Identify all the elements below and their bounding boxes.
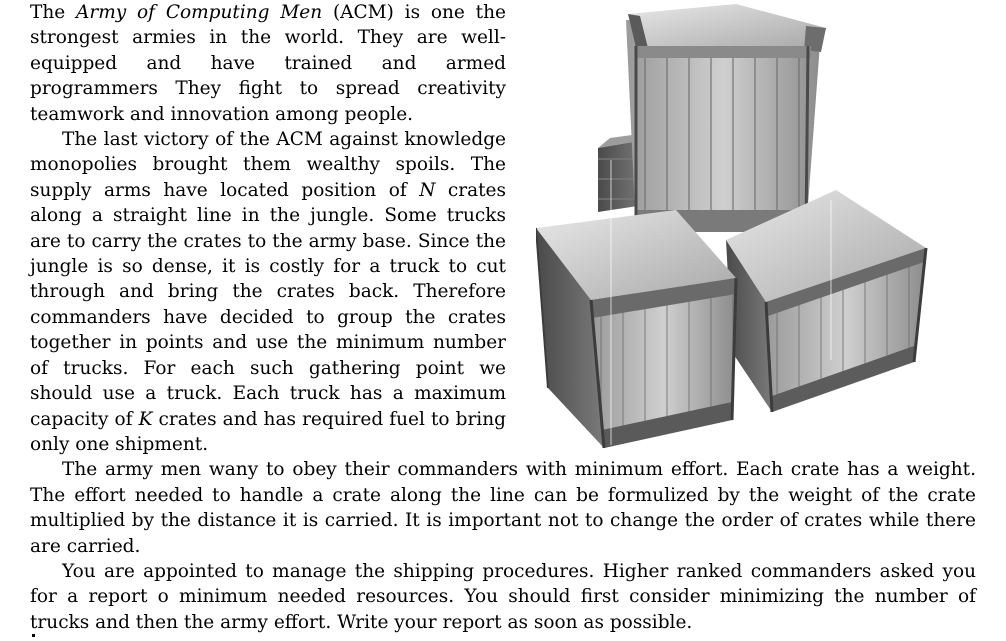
p2-part-1: The last victory of the ACM against knowledge monopolies brought them wealthy spoils. The supply arms have located position of — [30, 129, 506, 201]
p1-army-name: Army of Computing Men — [76, 2, 323, 23]
page-artifact-dot — [32, 634, 35, 637]
paragraph-4 — [30, 559, 976, 635]
p2-var-k: K — [138, 408, 153, 430]
p2-var-n: N — [419, 179, 436, 201]
paragraph-3 — [30, 457, 976, 559]
wooden-crates-image — [536, 0, 976, 452]
p1-part-1: The — [30, 2, 77, 23]
p1-part-3: (ACM) is one the strongest armies in the world. They are well-equipped and have trained and armed programmers They fight to spread creativity teamwork and innovation among people. — [30, 2, 506, 125]
p4-part-1: You are appointed to manage the shipping procedures. Higher ranked commanders asked you for a report o minimum needed resources. You should first consider minimizing the number of trucks and then the army effort. Write your report as soon as possible. — [30, 560, 976, 633]
p2-part-5: crates and has required fuel to bring only one shipment. — [30, 408, 506, 455]
document-page — [30, 0, 976, 635]
p3-part-1: The army men wany to obey their commanders with minimum effort. Each crate has a weight. The effort needed to handle a crate along the line can be formulized by the weight of the crate multiplied by the distance it is carried. It is important not to change the order of crates while there are carried. — [30, 459, 976, 557]
p2-part-3: crates along a straight line in the jungle. Some trucks are to carry the crates to the army base. Since the jungle is so dense, it is costly for a truck to cut through and bring the crates back. Therefore commanders have decided to group the crates together in points and use the minimum number of trucks. For each such gathering point we should use a truck. Each truck has a maximum capacity of — [30, 179, 506, 430]
